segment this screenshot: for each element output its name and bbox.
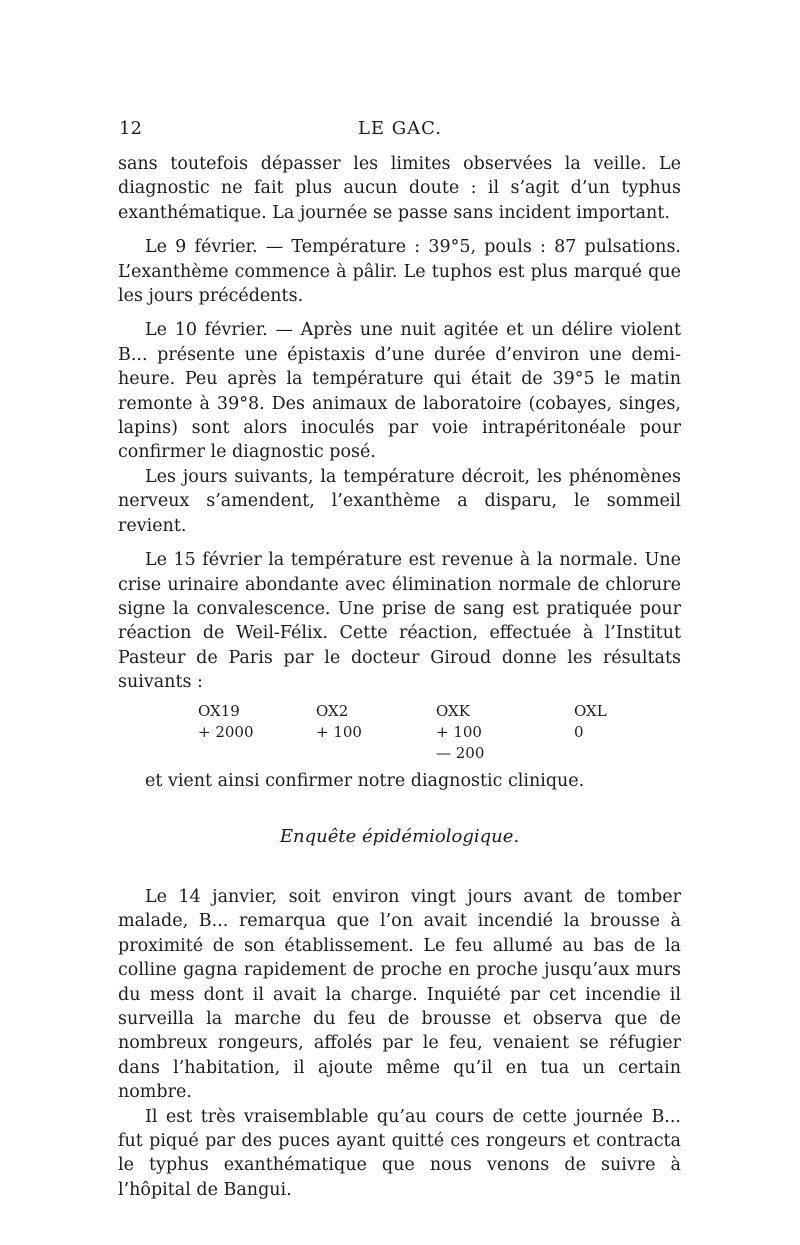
paragraph: Les jours suivants, la température décroit, les phénomènes nerveux s’amendent, l’exanthème a disparu, le sommeil revient. bbox=[118, 466, 681, 536]
paragraph: Le 10 février. — Après une nuit agitée et un délire violent B... présente une épistaxis d’une durée d’environ une demi-heure. Peu après la température qui était de 39°5 le matin remonte à 39°8. Des animaux de laboratoire (cobayes, singes, lapins) sont alors inoculés par voie intrapéritonéale pour confirmer le diagnostic posé. bbox=[118, 320, 681, 463]
serology-value-row bbox=[118, 722, 681, 743]
page-header bbox=[0, 118, 800, 142]
paragraph: et vient ainsi confirmer notre diagnostic clinique. bbox=[145, 770, 585, 791]
serology-value-row bbox=[118, 743, 681, 764]
serology-value: + 100 bbox=[316, 722, 362, 741]
serology-header: OXK bbox=[436, 701, 470, 720]
serology-value: + 100 bbox=[436, 722, 482, 741]
paragraph: Le 9 février. — Température : 39°5, pouls : 87 pulsations. L’exanthème commence à pâlir. Le tuphos est plus marqué que les jours précédents. bbox=[118, 237, 681, 307]
section-title: Enquête épidémiologique. bbox=[279, 825, 520, 847]
paragraph: Il est très vraisemblable qu’au cours de cette journée B... fut piqué par des puces ayant quitté ces rongeurs et contracta le typhus exanthématique que nous venons de suivre à l’hôpital de Bangui. bbox=[118, 1106, 681, 1200]
paragraph: sans toutefois dépasser les limites observées la veille. Le diagnostic ne fait plus aucun doute : il s’agit d’un typhus exanthématique. La journée se passe sans incident important. bbox=[118, 154, 681, 223]
body-text bbox=[118, 152, 681, 1202]
serology-value: + 2000 bbox=[198, 722, 254, 741]
serology-header: OX19 bbox=[198, 701, 240, 720]
serology-header-row bbox=[118, 701, 681, 722]
paragraph: Le 15 février la température est revenue à la normale. Une crise urinaire abondante avec élimination normale de chlorure signe la convalescence. Une prise de sang est pratiquée pour réaction de Weil-Félix. Cette réaction, effectuée à l’Institut Pasteur de Paris par le docteur Giroud donne les résultats suivants : bbox=[118, 550, 681, 693]
serology-header: OXL bbox=[574, 701, 607, 720]
page-number: 12 bbox=[119, 118, 142, 139]
paragraph: Le 14 janvier, soit environ vingt jours avant de tomber malade, B... remarqua que l’on avait incendié la brousse à proximité de son établissement. Le feu allumé au bas de la colline gagna rapidement de proche en proche jusqu’aux murs du mess dont il avait la charge. Inquiété par cet incendie il surveilla la marche du feu de brousse et observa que de nombreux rongeurs, affolés par le feu, venaient se réfugier dans l’habitation, il ajoute même qu’il en tua un certain nombre. bbox=[118, 886, 681, 1103]
serology-value: 0 bbox=[574, 722, 584, 741]
running-head: LE GAC. bbox=[357, 118, 443, 139]
serology-header: OX2 bbox=[316, 701, 349, 720]
serology-results-table bbox=[118, 701, 681, 764]
serology-value: — 200 bbox=[436, 743, 485, 762]
